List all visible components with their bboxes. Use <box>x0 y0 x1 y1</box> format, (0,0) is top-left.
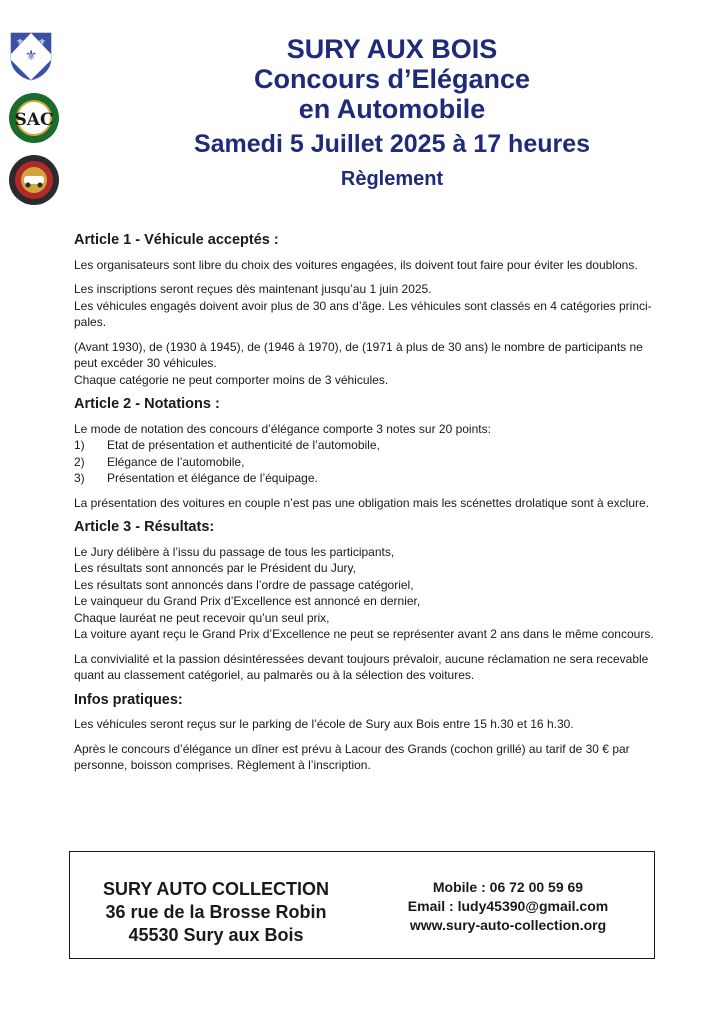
event-title: Concours d’Elégance <box>253 64 531 94</box>
list-item-text: Elégance de l’automobile, <box>107 454 245 469</box>
event-date: Samedi 5 Juillet 2025 à 17 heures <box>193 130 591 158</box>
list-item-number: 3) <box>74 471 85 485</box>
practical-info <box>74 692 658 774</box>
text-line: Les véhicules engagés doivent avoir plus de 30 ans d’âge. Les véhicules sont classés en 4 catégories princi- <box>74 298 652 313</box>
list-item-text: Etat de présentation et authenticité de l’automobile, <box>107 438 380 452</box>
article-2-list-block <box>74 421 658 487</box>
list-item-number: 2) <box>74 454 85 469</box>
text-line: Le vainqueur du Grand Prix d’Excellence est annoncé en dernier, <box>74 594 421 608</box>
club-city: 45530 Sury aux Bois <box>128 925 304 945</box>
text-line: Après le concours d’élégance un dîner est prévu à Lacour des Grands (cochon grillé) au tarif de 30 € par <box>74 741 630 756</box>
text-line: quant au classement catégoriel, au palmarès ou à la sélection des voitures. <box>74 668 475 682</box>
club-phone: Mobile : 06 72 00 59 69 <box>432 879 584 895</box>
text-line: (Avant 1930), de (1930 à 1945), de (1946 à 1970), de (1971 à plus de 30 ans) le nombre de participants ne <box>74 339 643 354</box>
text-line: Le Jury délibère à l’issu du passage de tous les participants, <box>74 544 395 559</box>
list-item <box>74 454 658 471</box>
text-line: personne, boisson comprises. Règlement à l’inscription. <box>74 758 371 772</box>
contact-box <box>69 851 655 959</box>
club-website: www.sury-auto-collection.org <box>409 917 607 933</box>
club-email: Email : ludy45390@gmail.com <box>407 898 609 914</box>
club-address <box>70 852 362 958</box>
practical-info-paragraph-1: Les véhicules seront reçus sur le parking de l’école de Sury aux Bois entre 15 h.30 et 16 h.30. <box>74 717 574 731</box>
text-line: Les résultats sont annoncés par le Président du Jury, <box>74 561 356 575</box>
club-name: SURY AUTO COLLECTION <box>102 879 329 899</box>
club-street: 36 rue de la Brosse Robin <box>105 902 327 922</box>
rules-heading: Règlement <box>340 168 444 190</box>
text-line: peut excéder 30 véhicules. <box>74 356 217 370</box>
practical-info-paragraph-2 <box>74 741 658 774</box>
sac-club-logo <box>8 92 60 144</box>
text-line: Chaque catégorie ne peut comporter moins de 3 véhicules. <box>74 372 389 387</box>
event-subtitle: en Automobile <box>298 94 486 124</box>
coat-of-arms-icon <box>8 30 54 82</box>
article-1-paragraph-2 <box>74 281 658 331</box>
article-2-title: Article 2 - Notations : <box>74 396 220 412</box>
list-item-number: 1) <box>74 438 85 452</box>
article-3-paragraph-2 <box>74 651 658 684</box>
list-item-text: Présentation et élégance de l’équipage. <box>107 471 318 485</box>
list-item <box>74 470 658 487</box>
article-3-paragraph-1 <box>74 544 658 643</box>
svg-text:⚜: ⚜ <box>24 48 38 64</box>
club-contact <box>362 852 654 958</box>
text-line: pales. <box>74 315 107 329</box>
town-title: SURY AUX BOIS <box>286 34 498 64</box>
text-line: Les résultats sont annoncés dans l’ordre de passage catégoriel, <box>74 577 414 592</box>
svg-text:⚜: ⚜ <box>15 38 25 48</box>
logos-column <box>8 30 64 216</box>
article-3-title: Article 3 - Résultats: <box>74 519 215 535</box>
practical-info-title: Infos pratiques: <box>74 691 183 708</box>
text-line: La voiture ayant reçu le Grand Prix d’Excellence ne peut se représenter avant 2 ans dans le même concours. <box>74 627 654 641</box>
article-2-note: La présentation des voitures en couple n’est pas une obligation mais les scénettes drolatique sont à exclure. <box>74 495 650 510</box>
article-3 <box>74 519 658 684</box>
text-line: La convivialité et la passion désintéressées devant toujours prévaloir, aucune réclamation ne sera recevable <box>74 651 649 666</box>
svg-text:SAC: SAC <box>14 110 54 130</box>
header <box>60 34 724 192</box>
article-1-title: Article 1 - Véhicule acceptés : <box>74 232 279 248</box>
rules-content <box>74 232 658 782</box>
article-1-paragraph-3 <box>74 339 658 389</box>
article-1-paragraph-1: Les organisateurs sont libre du choix des voitures engagées, ils doivent tout faire pour éviter les doublons. <box>74 257 638 272</box>
text-line: Les inscriptions seront reçues dès maintenant jusqu’au 1 juin 2025. <box>74 282 432 296</box>
text-line: Chaque lauréat ne peut recevoir qu’un seul prix, <box>74 610 330 625</box>
article-1 <box>74 232 658 388</box>
list-item <box>74 437 658 454</box>
article-2 <box>74 396 658 511</box>
article-2-intro: Le mode de notation des concours d’élégance comporte 3 notes sur 20 points: <box>74 421 491 436</box>
svg-text:⚜: ⚜ <box>37 38 47 48</box>
car-club-badge-logo <box>8 154 60 206</box>
